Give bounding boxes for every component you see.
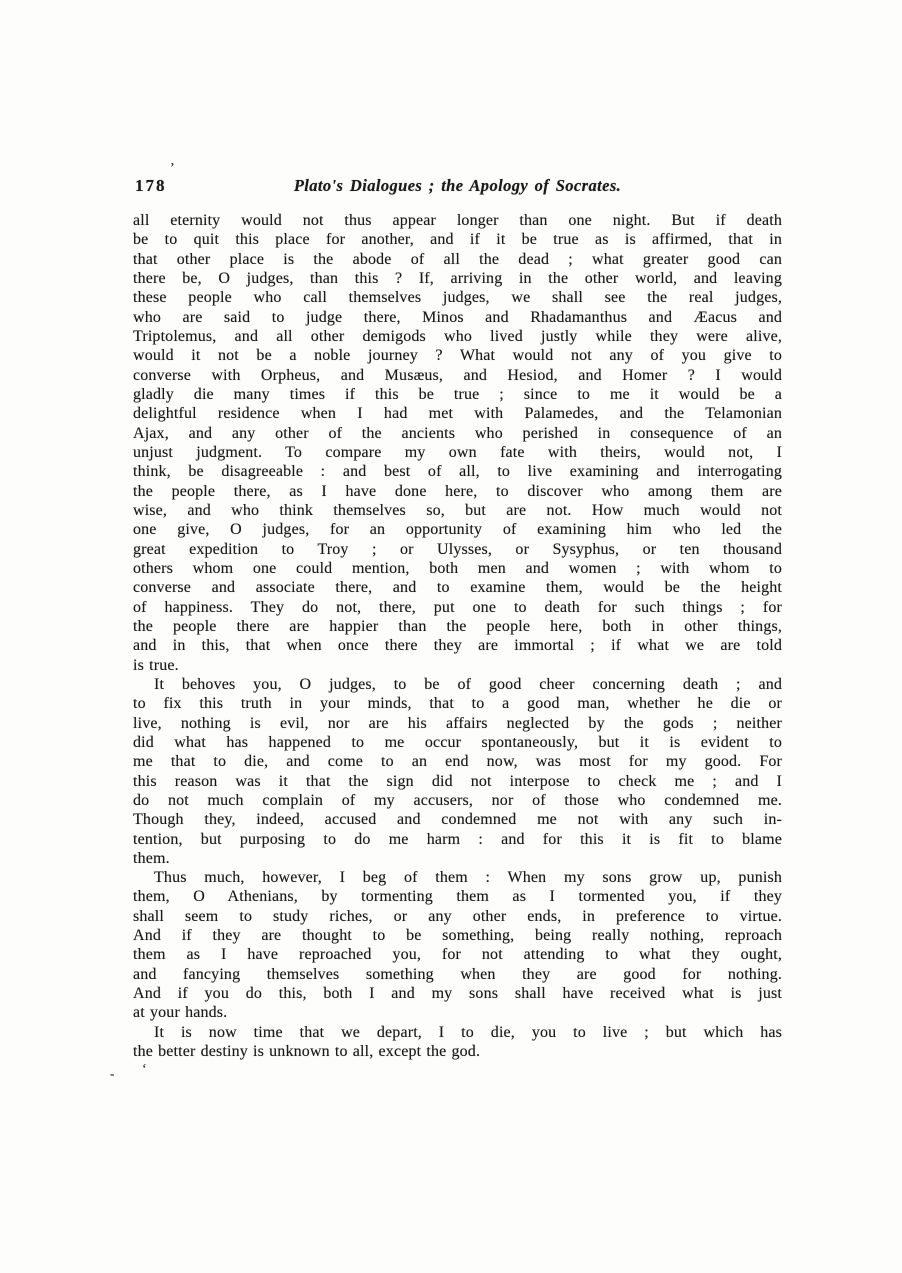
text-line: wise, and who think themselves so, but are not. How much would not bbox=[133, 501, 782, 519]
text-line: And if they are thought to be something, being really nothing, reproach bbox=[133, 927, 782, 945]
text-line: them. bbox=[133, 849, 170, 867]
text-line: tention, but purposing to do me harm : and for this it is fit to blame bbox=[133, 830, 782, 848]
text-line: converse with Orpheus, and Musæus, and Hesiod, and Homer ? I would bbox=[133, 366, 782, 384]
scan-speck: ‘ bbox=[142, 1062, 147, 1077]
text-line: and in this, that when once there they are immortal ; if what we are told bbox=[133, 637, 782, 655]
text-line: Though they, indeed, accused and condemned me not with any such in- bbox=[133, 811, 782, 829]
text-line: at your hands. bbox=[133, 1004, 228, 1022]
text-line: would it not be a noble journey ? What would not any of you give to bbox=[133, 347, 782, 365]
text-line: think, be disagreeable : and best of all, to live examining and interrogating bbox=[133, 463, 782, 481]
text-line: all eternity would not thus appear longer than one night. But if death bbox=[133, 212, 782, 229]
page-header bbox=[133, 176, 782, 199]
text-line: do not much complain of my accusers, nor of those who condemned me. bbox=[133, 791, 782, 809]
text-line: And if you do this, both I and my sons shall have received what is just bbox=[133, 985, 782, 1003]
text-line: is true. bbox=[133, 656, 179, 674]
text-line: there be, O judges, than this ? If, arriving in the other world, and leaving bbox=[133, 269, 782, 287]
text-line: the better destiny is unknown to all, except the god. bbox=[133, 1043, 481, 1061]
text-line: one give, O judges, for an opportunity of examining him who led the bbox=[133, 521, 782, 539]
text-line: delightful residence when I had met with Palamedes, and the Telamonian bbox=[133, 405, 782, 423]
page-body bbox=[133, 211, 782, 1061]
text-line: these people who call themselves judges, we shall see the real judges, bbox=[133, 289, 782, 307]
text-line: great expedition to Troy ; or Ulysses, or Sysyphus, or ten thousand bbox=[133, 540, 782, 558]
page-number: 178 bbox=[135, 176, 167, 195]
paragraph bbox=[133, 675, 782, 868]
text-line: gladly die many times if this be true ; since to me it would be a bbox=[133, 385, 782, 403]
text-line: converse and associate there, and to examine them, would be the height bbox=[133, 579, 782, 597]
text-line: It is now time that we depart, I to die, you to live ; but which has bbox=[154, 1023, 782, 1041]
text-line: Triptolemus, and all other demigods who lived justly while they were alive, bbox=[133, 327, 782, 345]
text-line: to fix this truth in your minds, that to a good man, whether he die or bbox=[133, 695, 782, 713]
text-line: this reason was it that the sign did not interpose to check me ; and I bbox=[133, 772, 782, 790]
text-line: them as I have reproached you, for not attending to what they ought, bbox=[133, 946, 782, 964]
text-line: Thus much, however, I beg of them : When my sons grow up, punish bbox=[154, 869, 782, 887]
text-line: shall seem to study riches, or any other ends, in preference to virtue. bbox=[133, 907, 782, 925]
running-title: Plato's Dialogues ; the Apology of Socrates. bbox=[293, 176, 622, 195]
text-line: live, nothing is evil, nor are his affairs neglected by the gods ; neither bbox=[133, 714, 782, 732]
text-line: the people there, as I have done here, to discover who among them are bbox=[133, 482, 782, 500]
text-line: did what has happened to me occur spontaneously, but it is evident to bbox=[133, 733, 782, 751]
paragraph bbox=[133, 868, 782, 1023]
text-line: of happiness. They do not, there, put one to death for such things ; for bbox=[133, 598, 782, 616]
text-line: me that to die, and come to an end now, was most for my good. For bbox=[133, 753, 782, 771]
text-line: others whom one could mention, both men and women ; with whom to bbox=[133, 559, 782, 577]
text-line: them, O Athenians, by tormenting them as I tormented you, if they bbox=[133, 888, 782, 906]
scan-speck: - bbox=[110, 1066, 115, 1081]
text-line: the people there are happier than the people here, both in other things, bbox=[133, 617, 782, 635]
scan-speck: ’ bbox=[170, 161, 175, 176]
page-content bbox=[133, 176, 782, 1061]
text-line: be to quit this place for another, and if it be true as is affirmed, that in bbox=[133, 231, 782, 249]
text-line: who are said to judge there, Minos and Rhadamanthus and Æacus and bbox=[133, 308, 782, 326]
text-line: unjust judgment. To compare my own fate with theirs, would not, I bbox=[133, 443, 782, 461]
paragraph bbox=[133, 1023, 782, 1062]
text-line: It behoves you, O judges, to be of good cheer concerning death ; and bbox=[154, 675, 782, 693]
paragraph bbox=[133, 211, 782, 675]
text-line: and fancying themselves something when they are good for nothing. bbox=[133, 965, 782, 983]
text-line: Ajax, and any other of the ancients who perished in consequence of an bbox=[133, 424, 782, 442]
text-line: that other place is the abode of all the dead ; what greater good can bbox=[133, 250, 782, 268]
